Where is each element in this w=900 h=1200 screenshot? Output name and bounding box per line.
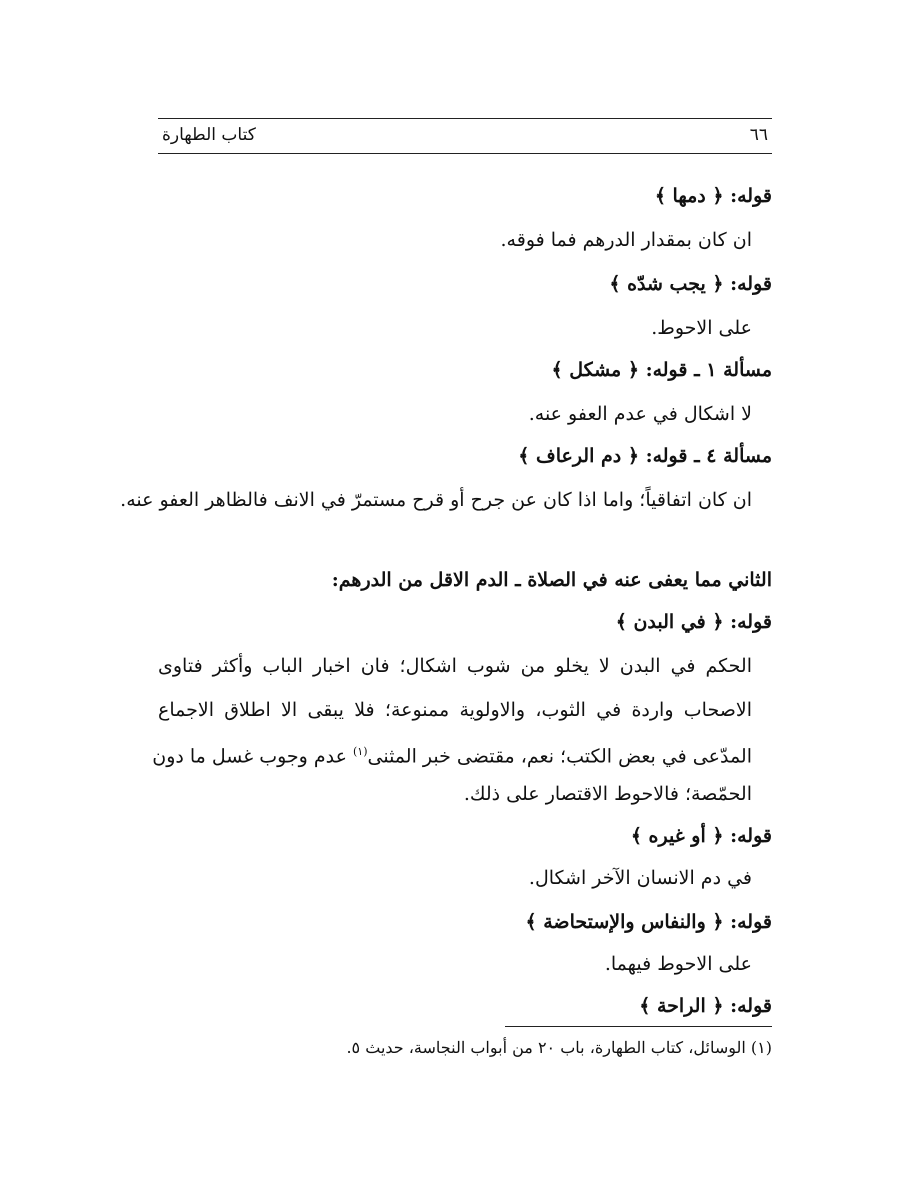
text-line: على الاحوط فيهما. xyxy=(604,953,752,975)
section-heading: الثاني مما يعفى عنه في الصلاة ـ الدم الاقل من الدرهم: xyxy=(331,569,772,591)
footnote-divider xyxy=(505,1026,772,1027)
heading-line: قوله: ﴿ الراحة ﴾ xyxy=(639,995,772,1017)
heading-line: قوله: ﴿ يجب شدّه ﴾ xyxy=(609,273,772,295)
text-line: ان كان بمقدار الدرهم فما فوقه. xyxy=(500,229,752,251)
paragraph-line: الاصحاب واردة في الثوب، والاولوية ممنوعة؛ فلا يبقى الا اطلاق الاجماع xyxy=(158,699,752,721)
text-line: في دم الانسان الآخر اشكال. xyxy=(528,867,752,889)
text-line: لا اشكال في عدم العفو عنه. xyxy=(528,403,752,425)
footnote: (١) الوسائل، كتاب الطهارة، باب ٢٠ من أبواب النجاسة، حديث ٥. xyxy=(346,1038,772,1057)
paragraph-line: الحمّصة؛ فالاحوط الاقتصار على ذلك. xyxy=(463,783,752,805)
text-line: ان كان اتفاقياً؛ واما اذا كان عن جرح أو قرح مستمرّ في الانف فالظاهر العفو عنه. xyxy=(120,489,752,511)
paragraph-segment: عدم وجوب غسل ما دون xyxy=(152,745,347,768)
running-header xyxy=(158,118,772,154)
heading-line: مسألة ٤ ـ قوله: ﴿ دم الرعاف ﴾ xyxy=(518,445,772,467)
paragraph-line: الحكم في البدن لا يخلو من شوب اشكال؛ فان اخبار الباب وأكثر فتاوى xyxy=(158,655,752,677)
heading-line: قوله: ﴿ في البدن ﴾ xyxy=(615,611,772,633)
header-title: كتاب الطهارة xyxy=(162,125,256,145)
heading-line: قوله: ﴿ أو غيره ﴾ xyxy=(630,825,772,847)
page-number: ٦٦ xyxy=(749,125,768,145)
text-line: على الاحوط. xyxy=(651,317,752,339)
paragraph-line xyxy=(152,738,752,770)
heading-line: قوله: ﴿ دمها ﴾ xyxy=(654,185,772,207)
heading-line: مسألة ١ ـ قوله: ﴿ مشكل ﴾ xyxy=(551,359,772,381)
paragraph-segment: المدّعى في بعض الكتب؛ نعم، مقتضى خبر المثنى xyxy=(367,745,752,768)
footnote-marker: (١) xyxy=(352,745,368,758)
heading-line: قوله: ﴿ والنفاس والإستحاضة ﴾ xyxy=(525,911,772,933)
